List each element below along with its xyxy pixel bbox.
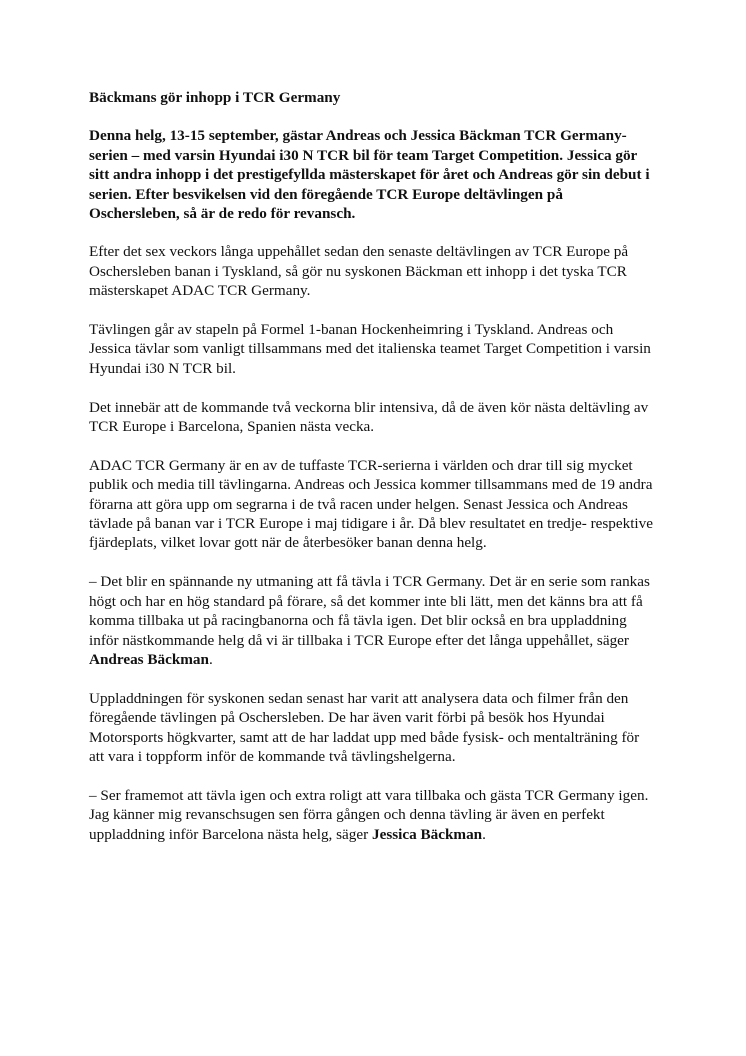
article-lead: Denna helg, 13-15 september, gästar Andreas och Jessica Bäckman TCR Germany-serien – med varsin Hyundai i30 N TCR bil för team Target Competition. Jessica gör sitt andra inhopp i det prestigefyllda mästerskapet för året och Andreas gör sin debut i serien. Efter besvikelsen vid den föregående TCR Europe deltävlingen på Oschersleben, så är de redo för revansch. [89, 127, 650, 223]
document-page [89, 88, 655, 863]
quote-andreas [89, 572, 655, 669]
quote-jessica-name: Jessica Bäckman [372, 825, 483, 843]
quote-jessica [89, 786, 655, 844]
quote-andreas-end: . [208, 650, 213, 668]
quote-andreas-name: Andreas Bäckman [89, 650, 209, 668]
quote-jessica-end: . [482, 825, 486, 843]
paragraph-4: ADAC TCR Germany är en av de tuffaste TCR-serierna i världen och drar till sig mycket publik och media till tävlingarna. Andreas och Jessica kommer tillsammans med de 19 andra förarna att göra upp om segrarna i de två racen under helgen. Senast Jessica och Andreas tävlade på banan var i TCR Europe i maj tidigare i år. Då blev resultatet en tredje- respektive fjärdeplats, vilket lovar gott när de återbesöker banan denna helg. [89, 456, 653, 552]
article-title: Bäckmans gör inhopp i TCR Germany [89, 89, 341, 106]
paragraph-2: Tävlingen går av stapeln på Formel 1-banan Hockenheimring i Tyskland. Andreas och Jessica tävlar som vanligt tillsammans med det italienska teamet Target Competition i varsin Hyundai i30 N TCR bil. [89, 321, 651, 377]
quote-andreas-text: – Det blir en spännande ny utmaning att få tävla i TCR Germany. Det är en serie som rankas högt och har en hög standard på förare, så det kommer inte bli lätt, men det känns bra att få komma tillbaka ut på racingbanorna och få tävla igen. Det blir också en bra uppladdning inför nästkommande helg då vi är tillbaka i TCR Europe efter det långa uppehållet, säger [89, 573, 650, 649]
paragraph-3: Det innebär att de kommande två veckorna blir intensiva, då de även kör nästa deltävling av TCR Europe i Barcelona, Spanien nästa vecka. [89, 398, 649, 436]
paragraph-5: Uppladdningen för syskonen sedan senast har varit att analysera data och filmer från den föregående tävlingen på Oschersleben. De har även varit förbi på besök hos Hyundai Motorsports högkvarter, samt att de har laddat upp med både fysisk- och mentalträning för att vara i toppform inför de kommande två tävlingshelgerna. [89, 689, 640, 765]
quote-jessica-text: – Ser framemot att tävla igen och extra roligt att vara tillbaka och gästa TCR Germany igen. Jag känner mig revanschsugen sen förra gången och denna tävling är även en perfekt uppladdning inför Barcelona nästa helg, säger [89, 786, 649, 843]
paragraph-1: Efter det sex veckors långa uppehållet sedan den senaste deltävlingen av TCR Europe på Oschersleben banan i Tyskland, så gör nu syskonen Bäckman ett inhopp i det tyska TCR mästerskapet ADAC TCR Germany. [89, 243, 629, 300]
